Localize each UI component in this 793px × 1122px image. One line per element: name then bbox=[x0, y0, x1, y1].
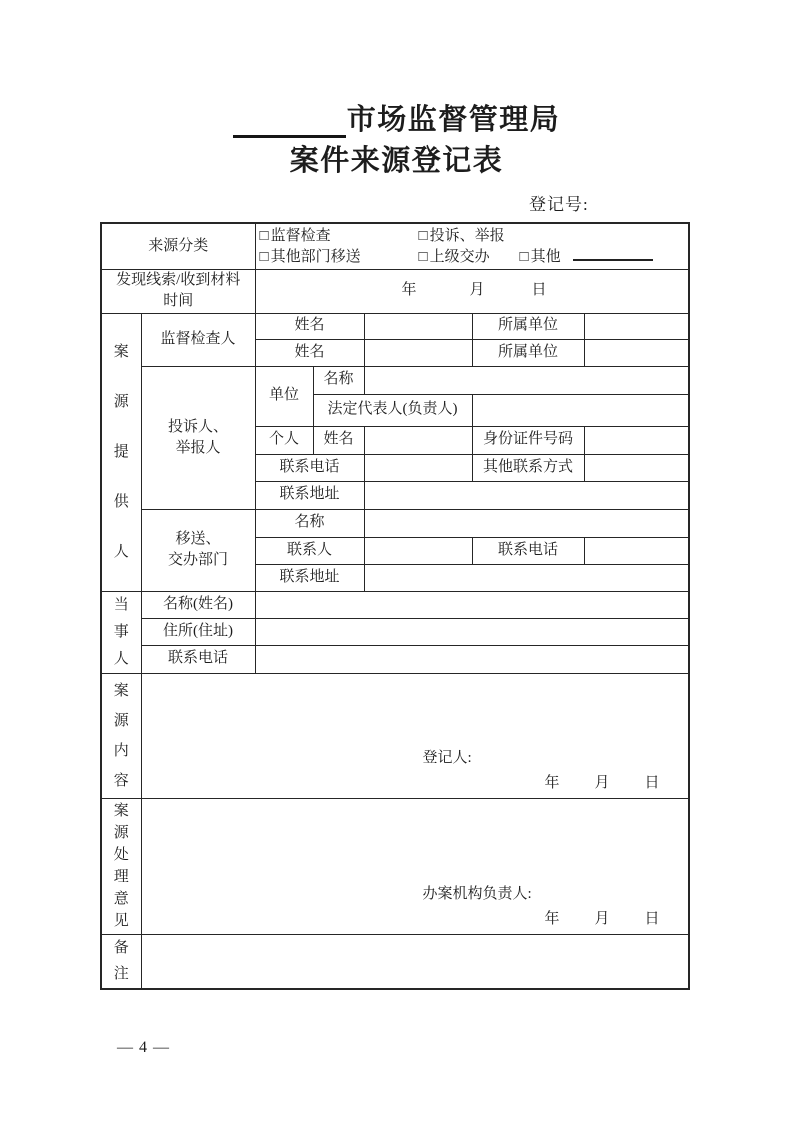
party-phone-value[interactable] bbox=[255, 645, 689, 673]
section-label-case-content: 案源内容 bbox=[101, 673, 141, 798]
checkbox-superior[interactable] bbox=[419, 248, 490, 267]
page-number: — 4 — bbox=[117, 1039, 170, 1056]
checkbox-dept-transfer[interactable] bbox=[260, 248, 361, 267]
transfer-dept-label-line2: 交办部门 bbox=[168, 552, 229, 568]
registrar-label: 登记人: bbox=[422, 750, 472, 766]
transfer-name-label: 名称 bbox=[255, 509, 364, 537]
transfer-dept-label bbox=[141, 509, 255, 591]
supervisor2-name-value[interactable] bbox=[364, 339, 472, 366]
option-label-supervision: 监督检查 bbox=[270, 228, 331, 245]
supervisor1-unit-label: 所属单位 bbox=[472, 313, 584, 339]
individual-name-label: 姓名 bbox=[313, 426, 364, 454]
month-label: 月 bbox=[469, 282, 485, 299]
unit-name-value[interactable] bbox=[364, 366, 689, 394]
case-source-registration-table bbox=[100, 222, 690, 990]
party-name-value[interactable] bbox=[255, 591, 689, 618]
supervisor1-name-value[interactable] bbox=[364, 313, 472, 339]
other-contact-label: 其他联系方式 bbox=[472, 454, 584, 481]
registration-number-label: 登记号: bbox=[529, 195, 589, 214]
discovery-time-label-line2: 时间 bbox=[163, 293, 194, 309]
org-name-blank-line bbox=[233, 108, 346, 138]
complainant-label-line2: 举报人 bbox=[175, 439, 221, 456]
checkbox-icon: □ bbox=[259, 249, 269, 266]
transfer-dept-label-line1: 移送、 bbox=[175, 531, 221, 547]
month-label: 月 bbox=[594, 775, 610, 791]
month-label: 月 bbox=[594, 911, 610, 927]
section-label-remark: 备注 bbox=[101, 934, 141, 989]
option-label-dept-transfer: 其他部门移送 bbox=[270, 249, 361, 266]
section-label-case-provider: 案源提供人 bbox=[101, 313, 141, 591]
unit-label: 单位 bbox=[255, 366, 313, 426]
supervisor2-unit-label: 所属单位 bbox=[472, 339, 584, 366]
source-category-options-cell bbox=[255, 223, 689, 269]
complainant-address-value[interactable] bbox=[364, 481, 689, 509]
transfer-phone-label: 联系电话 bbox=[472, 537, 584, 564]
transfer-address-label: 联系地址 bbox=[255, 564, 364, 591]
title-org-text: 市场监督管理局 bbox=[346, 104, 561, 136]
party-phone-label: 联系电话 bbox=[141, 645, 255, 673]
supervisor1-unit-value[interactable] bbox=[584, 313, 689, 339]
source-category-label: 来源分类 bbox=[101, 223, 255, 269]
checkbox-icon: □ bbox=[418, 228, 428, 245]
transfer-contact-value[interactable] bbox=[364, 537, 472, 564]
year-label: 年 bbox=[544, 775, 560, 791]
supervisor2-name-label: 姓名 bbox=[255, 339, 364, 366]
individual-name-value[interactable] bbox=[364, 426, 472, 454]
id-number-label: 身份证件号码 bbox=[472, 426, 584, 454]
case-content-area[interactable] bbox=[141, 673, 689, 798]
legal-rep-value[interactable] bbox=[472, 394, 689, 426]
document-title-line2: 案件来源登记表 bbox=[289, 145, 504, 177]
complainant-phone-label: 联系电话 bbox=[255, 454, 364, 481]
checkbox-icon: □ bbox=[259, 228, 269, 245]
transfer-address-value[interactable] bbox=[364, 564, 689, 591]
legal-rep-label: 法定代表人(负责人) bbox=[313, 394, 472, 426]
document-title-line1 bbox=[0, 97, 793, 138]
supervisor1-name-label: 姓名 bbox=[255, 313, 364, 339]
checkbox-other[interactable] bbox=[520, 248, 653, 267]
discovery-date-field[interactable] bbox=[255, 269, 689, 313]
day-label: 日 bbox=[644, 775, 660, 791]
handler-label: 办案机构负责人: bbox=[422, 886, 532, 902]
year-label: 年 bbox=[401, 282, 417, 299]
transfer-contact-label: 联系人 bbox=[255, 537, 364, 564]
supervisor2-unit-value[interactable] bbox=[584, 339, 689, 366]
checkbox-complaint[interactable] bbox=[419, 227, 505, 246]
case-content-signature-block bbox=[142, 749, 689, 793]
party-address-value[interactable] bbox=[255, 618, 689, 645]
party-name-label: 名称(姓名) bbox=[141, 591, 255, 618]
case-opinion-signature-block bbox=[142, 885, 689, 929]
checkbox-icon: □ bbox=[418, 249, 428, 266]
unit-name-label: 名称 bbox=[313, 366, 364, 394]
day-label: 日 bbox=[531, 282, 547, 299]
checkbox-supervision[interactable] bbox=[260, 227, 331, 246]
checkbox-icon: □ bbox=[519, 249, 529, 266]
discovery-time-label-line1: 发现线索/收到材料 bbox=[116, 272, 241, 288]
party-address-label: 住所(住址) bbox=[141, 618, 255, 645]
supervisor-label: 监督检查人 bbox=[141, 313, 255, 366]
option-label-other: 其他 bbox=[530, 249, 561, 266]
year-label: 年 bbox=[544, 911, 560, 927]
id-number-value[interactable] bbox=[584, 426, 689, 454]
individual-label: 个人 bbox=[255, 426, 313, 454]
complainant-address-label: 联系地址 bbox=[255, 481, 364, 509]
other-option-blank-line bbox=[573, 248, 653, 261]
section-label-party: 当事人 bbox=[101, 591, 141, 673]
discovery-time-label bbox=[101, 269, 255, 313]
other-contact-value[interactable] bbox=[584, 454, 689, 481]
transfer-name-value[interactable] bbox=[364, 509, 689, 537]
case-opinion-area[interactable] bbox=[141, 798, 689, 934]
day-label: 日 bbox=[644, 911, 660, 927]
complainant-label-line1: 投诉人、 bbox=[168, 418, 229, 435]
option-label-complaint: 投诉、举报 bbox=[429, 228, 505, 245]
option-label-superior: 上级交办 bbox=[429, 249, 490, 266]
section-label-case-opinion: 案源处理意见 bbox=[101, 798, 141, 934]
transfer-phone-value[interactable] bbox=[584, 537, 689, 564]
complainant-phone-value[interactable] bbox=[364, 454, 472, 481]
remark-value[interactable] bbox=[141, 934, 689, 989]
complainant-label bbox=[141, 366, 255, 509]
